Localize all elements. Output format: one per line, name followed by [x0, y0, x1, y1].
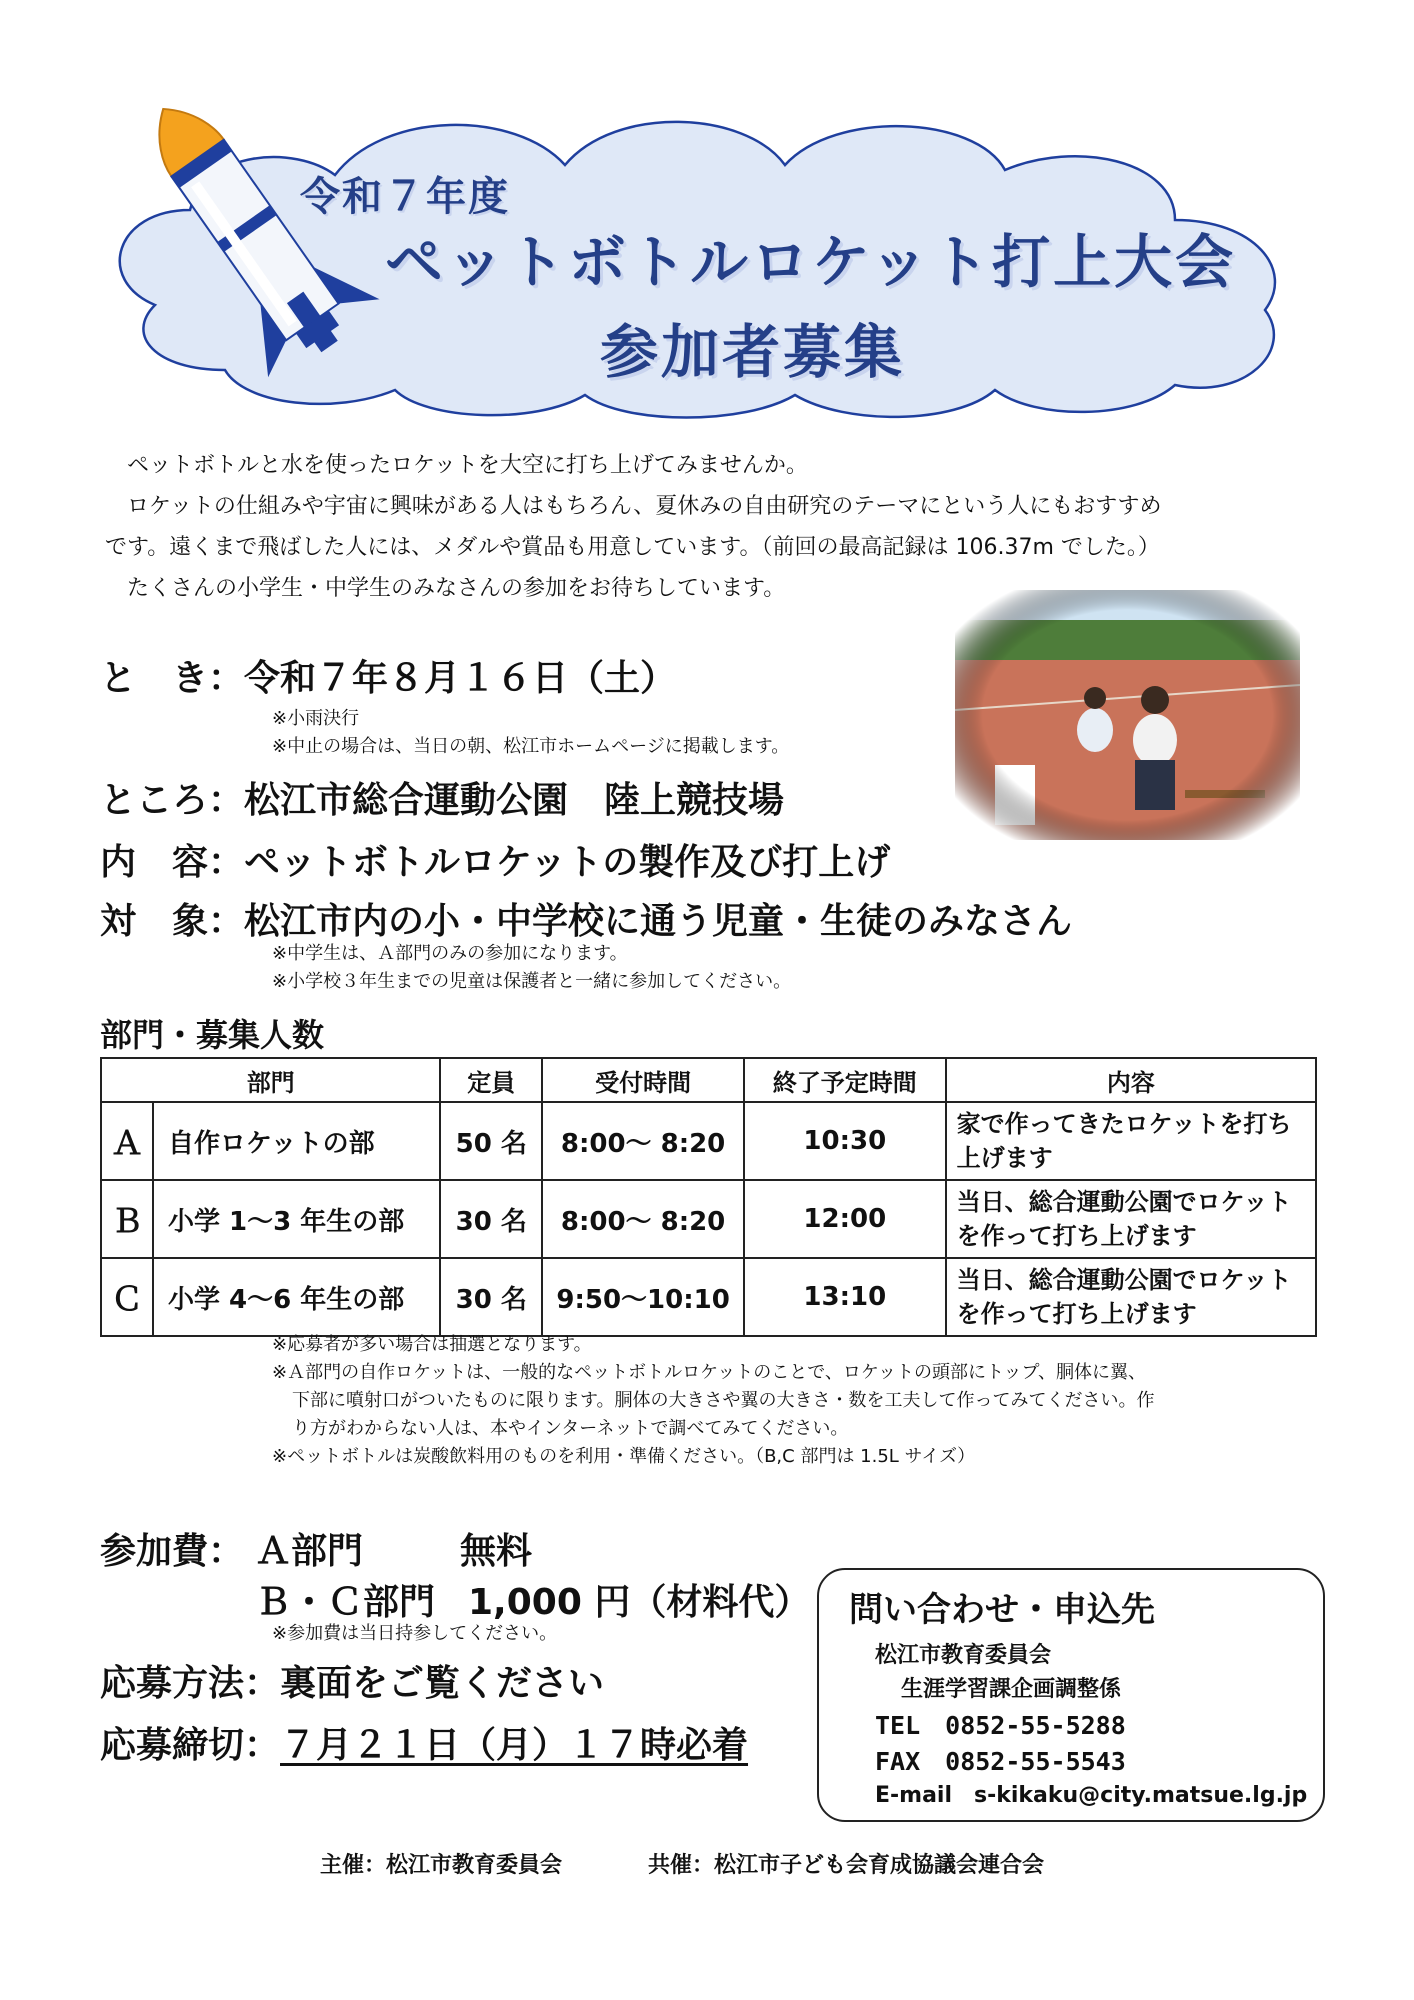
note-line: ※小雨決行	[272, 708, 360, 729]
divisions-heading: 部門・募集人数	[100, 1016, 325, 1054]
division-reception: 8:00～ 8:20	[542, 1180, 744, 1258]
rocket-illustration	[95, 70, 415, 400]
division-end: 13:10	[744, 1258, 946, 1336]
header-division: 部門	[101, 1058, 440, 1102]
division-content: 当日、総合運動公園でロケットを作って打ち上げます	[946, 1258, 1316, 1336]
fee-bc-label: Ｂ・Ｃ部門	[255, 1582, 436, 1623]
table-row	[101, 1102, 1316, 1180]
division-code: Ｃ	[101, 1258, 153, 1336]
table-row	[101, 1180, 1316, 1258]
intro-line: です。遠くまで飛ばした人には、メダルや賞品も用意しています。（前回の最高記録は 106.37m でした。）	[105, 535, 1160, 560]
footer-organizer: 主催：松江市教育委員会	[320, 1853, 563, 1878]
fee-bc-value: 1,000 円（材料代）	[468, 1582, 811, 1623]
division-content: 当日、総合運動公園でロケットを作って打ち上げます	[946, 1180, 1316, 1258]
note-line: 下部に噴射口がついたものに限ります。胴体の大きさや翼の大きさ・数を工夫して作ってみてください。作	[292, 1390, 1155, 1411]
apply-method-row	[100, 1655, 604, 1706]
apply-deadline-label: 応募締切：	[100, 1725, 281, 1766]
apply-deadline-row	[100, 1717, 748, 1768]
footer-cosponsor: 共催：松江市子ども会育成協議会連合会	[648, 1853, 1045, 1878]
divisions-notes	[272, 1331, 1155, 1471]
apply-method-label: 応募方法：	[100, 1663, 281, 1704]
division-name: 自作ロケットの部	[153, 1102, 440, 1180]
fee-a-label: Ａ部門	[255, 1531, 364, 1572]
when-notes	[272, 705, 789, 761]
contact-org: 松江市教育委員会	[875, 1643, 1052, 1668]
intro-line: ロケットの仕組みや宇宙に興味がある人はもちろん、夏休みの自由研究のテーマにという人にもおすすめ	[127, 494, 1162, 519]
content-row	[100, 834, 890, 885]
header-event-title: ペットボトルロケット打上大会	[385, 228, 1237, 296]
division-code: Ａ	[101, 1102, 153, 1180]
note-line: り方がわからない人は、本やインターネットで調べてみてください。	[292, 1418, 849, 1439]
division-reception: 9:50～10:10	[542, 1258, 744, 1336]
note-line: ※ペットボトルは炭酸飲料用のものを利用・準備ください。（B,C 部門は 1.5L サイズ）	[272, 1446, 976, 1467]
contact-email: E-mail s-kikaku@city.matsue.lg.jp	[875, 1783, 1308, 1808]
table-row	[101, 1258, 1316, 1336]
target-notes	[272, 940, 791, 996]
content-label: 内 容：	[100, 842, 245, 883]
header-capacity: 定員	[440, 1058, 542, 1102]
fee-a-value: 無料	[460, 1531, 533, 1572]
header-recruit: 参加者募集	[600, 318, 906, 386]
division-capacity: 50 名	[440, 1102, 542, 1180]
division-end: 12:00	[744, 1180, 946, 1258]
header-content: 内容	[946, 1058, 1316, 1102]
contact-box	[817, 1568, 1325, 1822]
note-line: ※中止の場合は、当日の朝、松江市ホームページに掲載します。	[272, 736, 790, 757]
contact-tel: TEL 0852-55-5288	[875, 1711, 1126, 1740]
division-reception: 8:00～ 8:20	[542, 1102, 744, 1180]
target-label: 対 象：	[100, 901, 245, 942]
event-photo	[955, 590, 1300, 840]
division-capacity: 30 名	[440, 1258, 542, 1336]
division-content: 家で作ってきたロケットを打ち上げます	[946, 1102, 1316, 1180]
target-row	[100, 893, 1072, 944]
where-label: ところ：	[100, 780, 245, 821]
contact-fax: FAX 0852-55-5543	[875, 1747, 1126, 1776]
intro-line: ペットボトルと水を使ったロケットを大空に打ち上げてみませんか。	[127, 453, 808, 478]
table-header-row	[101, 1058, 1316, 1102]
division-capacity: 30 名	[440, 1180, 542, 1258]
contact-title: 問い合わせ・申込先	[849, 1590, 1155, 1630]
where-row	[100, 772, 784, 823]
apply-deadline-value: ７月２１日（月）１７時必着	[280, 1725, 749, 1766]
note-line: ※小学校３年生までの児童は保護者と一緒に参加してください。	[272, 971, 792, 992]
header-end-time: 終了予定時間	[744, 1058, 946, 1102]
apply-method-value: 裏面をご覧ください	[280, 1663, 605, 1704]
fee-note: ※参加費は当日持参してください。	[272, 1623, 558, 1644]
divisions-table	[100, 1057, 1317, 1337]
note-line: ※応募者が多い場合は抽選となります。	[272, 1334, 592, 1355]
when-label: と き：	[100, 658, 245, 699]
note-line: ※Ａ部門の自作ロケットは、一般的なペットボトルロケットのことで、ロケットの頭部にトップ、胴体に翼、	[272, 1362, 1147, 1383]
when-value: 令和７年８月１６日（土）	[244, 658, 677, 699]
division-end: 10:30	[744, 1102, 946, 1180]
intro-line: たくさんの小学生・中学生のみなさんの参加をお待ちしています。	[127, 576, 786, 601]
when-row	[100, 650, 676, 701]
header-reception: 受付時間	[542, 1058, 744, 1102]
where-value: 松江市総合運動公園 陸上競技場	[244, 780, 785, 821]
intro-text	[105, 445, 1325, 609]
division-name: 小学 4～6 年生の部	[153, 1258, 440, 1336]
note-line: ※中学生は、Ａ部門のみの参加になります。	[272, 943, 628, 964]
header-year: 令和７年度	[300, 174, 510, 220]
division-name: 小学 1～3 年生の部	[153, 1180, 440, 1258]
content-value: ペットボトルロケットの製作及び打上げ	[244, 842, 891, 883]
contact-dept: 生涯学習課企画調整係	[901, 1677, 1122, 1702]
fee-label: 参加費：	[100, 1531, 245, 1572]
target-value: 松江市内の小・中学校に通う児童・生徒のみなさん	[244, 901, 1073, 942]
division-code: Ｂ	[101, 1180, 153, 1258]
